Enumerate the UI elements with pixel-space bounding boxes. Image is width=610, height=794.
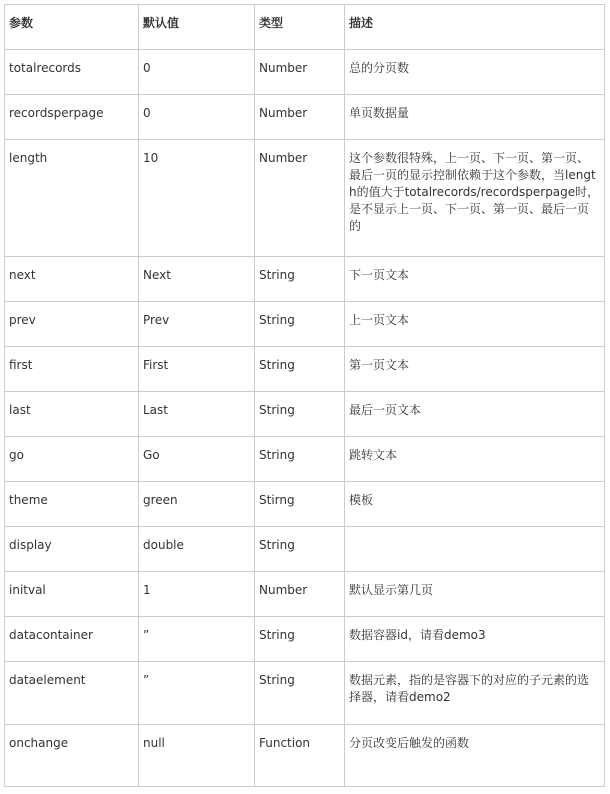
header-param: 参数 — [5, 5, 139, 50]
table-row — [5, 257, 605, 302]
param-name: recordsperpage — [5, 95, 139, 140]
param-default: Next — [139, 257, 255, 302]
header-type: 类型 — [255, 5, 345, 50]
param-desc: 上一页文本 — [345, 302, 605, 347]
param-type: String — [255, 617, 345, 662]
table-row — [5, 140, 605, 257]
param-default: green — [139, 482, 255, 527]
param-desc: 总的分页数 — [345, 50, 605, 95]
param-name: next — [5, 257, 139, 302]
table-row — [5, 617, 605, 662]
parameters-table — [4, 4, 605, 787]
table-row — [5, 437, 605, 482]
param-default: ” — [139, 662, 255, 725]
param-desc: 最后一页文本 — [345, 392, 605, 437]
param-type: String — [255, 392, 345, 437]
param-desc: 这个参数很特殊，上一页、下一页、第一页、最后一页的显示控制依赖于这个参数，当length的值大于totalrecords/recordsperpage时，是不显示上一页、下一页、第一页、最后一页的 — [345, 140, 605, 257]
param-type: String — [255, 302, 345, 347]
param-default: First — [139, 347, 255, 392]
param-name: length — [5, 140, 139, 257]
param-type: String — [255, 257, 345, 302]
param-default: Go — [139, 437, 255, 482]
param-name: last — [5, 392, 139, 437]
param-name: go — [5, 437, 139, 482]
param-desc: 跳转文本 — [345, 437, 605, 482]
param-type: String — [255, 662, 345, 725]
param-type: Stirng — [255, 482, 345, 527]
param-desc: 第一页文本 — [345, 347, 605, 392]
param-type: String — [255, 437, 345, 482]
param-default: double — [139, 527, 255, 572]
param-name: initval — [5, 572, 139, 617]
table-row — [5, 392, 605, 437]
param-default: 0 — [139, 50, 255, 95]
param-type: Number — [255, 50, 345, 95]
param-name: onchange — [5, 725, 139, 787]
header-default: 默认值 — [139, 5, 255, 50]
param-desc: 数据元素，指的是容器下的对应的子元素的选择器，请看demo2 — [345, 662, 605, 725]
param-name: display — [5, 527, 139, 572]
header-row — [5, 5, 605, 50]
param-default: ” — [139, 617, 255, 662]
param-default: Last — [139, 392, 255, 437]
table-row — [5, 572, 605, 617]
param-type: String — [255, 347, 345, 392]
param-desc: 单页数据量 — [345, 95, 605, 140]
param-name: theme — [5, 482, 139, 527]
param-desc: 模板 — [345, 482, 605, 527]
param-desc — [345, 527, 605, 572]
param-default: null — [139, 725, 255, 787]
param-default: Prev — [139, 302, 255, 347]
param-name: first — [5, 347, 139, 392]
param-type: Number — [255, 95, 345, 140]
param-name: dataelement — [5, 662, 139, 725]
param-desc: 分页改变后触发的函数 — [345, 725, 605, 787]
param-type: String — [255, 527, 345, 572]
table-row — [5, 50, 605, 95]
param-desc: 下一页文本 — [345, 257, 605, 302]
param-default: 0 — [139, 95, 255, 140]
param-default: 10 — [139, 140, 255, 257]
table-row — [5, 95, 605, 140]
param-type: Function — [255, 725, 345, 787]
param-name: totalrecords — [5, 50, 139, 95]
table-row — [5, 482, 605, 527]
table-row — [5, 302, 605, 347]
param-desc: 数据容器id，请看demo3 — [345, 617, 605, 662]
param-type: Number — [255, 140, 345, 257]
table-row — [5, 347, 605, 392]
param-name: datacontainer — [5, 617, 139, 662]
header-desc: 描述 — [345, 5, 605, 50]
table-row — [5, 662, 605, 725]
param-name: prev — [5, 302, 139, 347]
table-row — [5, 725, 605, 787]
param-default: 1 — [139, 572, 255, 617]
param-desc: 默认显示第几页 — [345, 572, 605, 617]
table-row — [5, 527, 605, 572]
param-type: Number — [255, 572, 345, 617]
